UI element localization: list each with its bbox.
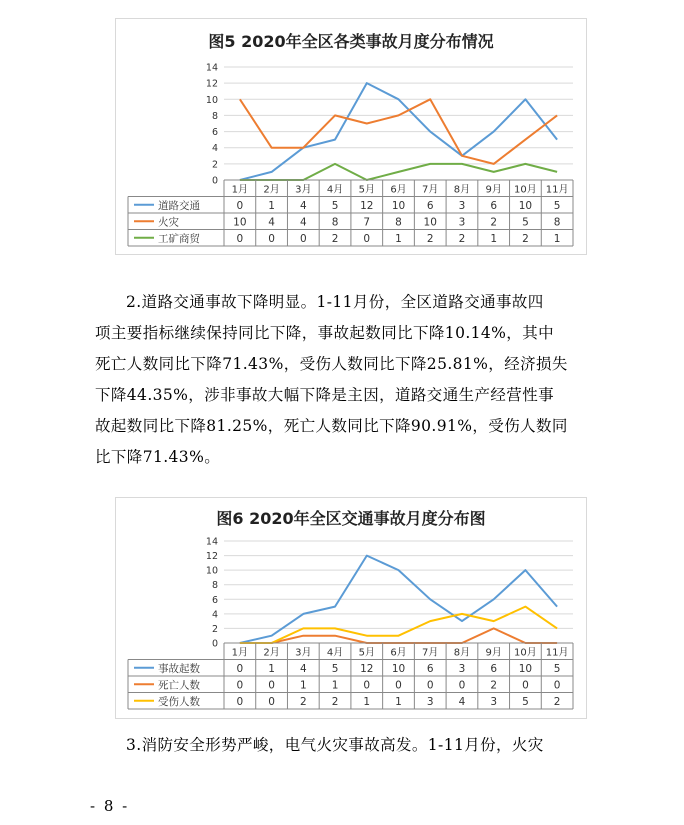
paragraph-2-line: 比下降71.43%。 <box>95 448 221 466</box>
y-tick-label: 4 <box>211 609 218 621</box>
figure-5-title: 图5 2020年全区各类事故月度分布情况 <box>208 32 494 51</box>
data-table-value: 10 <box>518 199 533 212</box>
data-table-value: 0 <box>268 232 275 245</box>
x-category-label: 2月 <box>263 647 280 659</box>
x-category-label: 9月 <box>485 184 502 196</box>
data-table-value: 0 <box>363 679 371 692</box>
data-table-value: 1 <box>395 232 402 245</box>
y-tick-label: 4 <box>211 143 218 155</box>
x-category-label: 4月 <box>326 647 344 659</box>
data-table-value: 5 <box>553 662 561 675</box>
data-table-value: 3 <box>490 695 498 708</box>
data-table-value: 1 <box>553 232 561 245</box>
legend-label: 火灾 <box>158 216 179 229</box>
data-table-value: 2 <box>490 679 498 692</box>
figure-6-title: 图6 2020年全区交通事故月度分布图 <box>216 509 486 528</box>
data-table-value: 2 <box>426 232 434 245</box>
x-category-label: 11月 <box>545 184 569 196</box>
data-table-value: 8 <box>395 216 402 229</box>
paragraph-3-line: 3.消防安全形势严峻，电气火灾事故高发。1-11月份，火灾 <box>126 736 544 754</box>
y-tick-label: 6 <box>211 594 218 606</box>
data-table-value: 0 <box>458 679 466 692</box>
data-table-value: 6 <box>426 199 434 212</box>
figure-5-svg <box>116 19 586 254</box>
data-table-value: 0 <box>553 679 561 692</box>
paragraph-2-line: 死亡人数同比下降71.43%，受伤人数同比下降25.81%，经济损失 <box>95 355 568 373</box>
data-table-value: 1 <box>395 695 402 708</box>
x-category-label: 7月 <box>422 184 439 196</box>
legend-label: 道路交通 <box>158 199 200 212</box>
data-table-value: 2 <box>331 695 339 708</box>
x-category-label: 6月 <box>390 184 407 196</box>
x-category-label: 7月 <box>422 647 439 659</box>
y-tick-label: 12 <box>205 78 218 90</box>
data-table-value: 5 <box>553 199 561 212</box>
data-table-value: 5 <box>331 662 339 675</box>
legend-label: 受伤人数 <box>158 695 200 708</box>
x-category-label: 10月 <box>514 647 537 659</box>
data-table-value: 6 <box>426 662 434 675</box>
y-tick-label: 14 <box>205 62 218 74</box>
data-table-value: 0 <box>236 695 244 708</box>
x-category-label: 1月 <box>231 184 249 196</box>
x-category-label: 9月 <box>485 647 502 659</box>
page-number: - 8 - <box>90 797 130 815</box>
data-table-value: 5 <box>522 216 529 229</box>
x-category-label: 2月 <box>263 184 280 196</box>
data-table-value: 0 <box>236 232 244 245</box>
x-category-label: 10月 <box>514 184 537 196</box>
data-table-value: 10 <box>423 216 437 229</box>
y-tick-label: 8 <box>211 110 218 122</box>
data-table-value: 4 <box>299 216 307 229</box>
data-table-value: 1 <box>268 662 275 675</box>
figure-6-svg <box>116 498 586 718</box>
data-table-value: 2 <box>553 695 561 708</box>
data-table-value: 5 <box>331 199 339 212</box>
data-table-value: 6 <box>490 662 498 675</box>
x-category-label: 3月 <box>295 647 312 659</box>
data-table-value: 0 <box>236 679 244 692</box>
data-table-value: 10 <box>233 216 247 229</box>
data-table-value: 4 <box>299 199 307 212</box>
paragraph-2-line: 故起数同比下降81.25%，死亡人数同比下降90.91%，受伤人数同 <box>95 417 568 435</box>
paragraph-2 <box>95 287 605 473</box>
y-tick-label: 2 <box>211 623 218 635</box>
data-table-value: 1 <box>268 199 275 212</box>
x-category-label: 5月 <box>358 184 375 196</box>
legend-label: 死亡人数 <box>158 679 200 692</box>
data-table-value: 8 <box>331 216 339 229</box>
y-tick-label: 6 <box>211 127 218 139</box>
y-tick-label: 0 <box>211 175 218 187</box>
data-table-value: 1 <box>299 679 307 692</box>
data-table-value: 2 <box>331 232 339 245</box>
data-table-value: 7 <box>363 216 371 229</box>
data-table-value: 1 <box>331 679 339 692</box>
data-table-value: 0 <box>395 679 402 692</box>
data-table-value: 0 <box>268 695 275 708</box>
data-table-value: 12 <box>360 662 374 675</box>
data-table-value: 4 <box>458 695 466 708</box>
data-table-value: 3 <box>426 695 434 708</box>
paragraph-2-line: 下降44.35%，涉非事故大幅下降是主因，道路交通生产经营性事 <box>95 386 555 404</box>
data-table-value: 3 <box>458 199 466 212</box>
data-table-value: 0 <box>522 679 529 692</box>
data-table-value: 8 <box>553 216 561 229</box>
paragraph-3 <box>95 730 605 761</box>
y-tick-label: 14 <box>205 536 218 548</box>
data-table-value: 10 <box>518 662 533 675</box>
legend-label: 工矿商贸 <box>158 232 200 245</box>
data-table-value: 3 <box>458 216 466 229</box>
figure-5-chart <box>115 18 587 255</box>
x-category-label: 5月 <box>358 647 375 659</box>
x-category-label: 4月 <box>326 184 344 196</box>
data-table-value: 0 <box>299 232 307 245</box>
data-table-value: 0 <box>236 199 244 212</box>
data-table-value: 1 <box>490 232 498 245</box>
data-table-value: 10 <box>391 662 406 675</box>
y-tick-label: 12 <box>205 551 218 563</box>
x-category-label: 8月 <box>453 184 471 196</box>
paragraph-2-line: 2.道路交通事故下降明显。1-11月份，全区道路交通事故四 <box>126 293 544 311</box>
data-table-value: 10 <box>391 199 406 212</box>
data-table-value: 2 <box>522 232 529 245</box>
series-line-3 <box>240 164 557 180</box>
data-table-value: 1 <box>363 695 371 708</box>
data-table-value: 3 <box>458 662 466 675</box>
data-table-value: 2 <box>490 216 498 229</box>
x-category-label: 3月 <box>295 184 312 196</box>
data-table-value: 0 <box>426 679 434 692</box>
data-table-value: 12 <box>360 199 374 212</box>
y-tick-label: 0 <box>211 638 218 650</box>
data-table-value: 0 <box>268 679 275 692</box>
data-table-value: 2 <box>299 695 307 708</box>
x-category-label: 6月 <box>390 647 407 659</box>
y-tick-label: 10 <box>205 565 218 577</box>
data-table-value: 5 <box>522 695 529 708</box>
x-category-label: 1月 <box>231 647 249 659</box>
data-table-value: 6 <box>490 199 498 212</box>
data-table-value: 0 <box>363 232 371 245</box>
x-category-label: 8月 <box>453 647 471 659</box>
data-table-value: 0 <box>236 662 244 675</box>
data-table-value: 4 <box>268 216 275 229</box>
x-category-label: 11月 <box>545 647 569 659</box>
figure-6-chart <box>115 497 587 719</box>
legend-label: 事故起数 <box>158 662 200 675</box>
data-table-value: 2 <box>458 232 466 245</box>
y-tick-label: 10 <box>205 94 218 106</box>
y-tick-label: 8 <box>211 580 218 592</box>
paragraph-2-line: 项主要指标继续保持同比下降，事故起数同比下降10.14%，其中 <box>95 324 555 342</box>
y-tick-label: 2 <box>211 159 218 171</box>
data-table-value: 4 <box>299 662 307 675</box>
